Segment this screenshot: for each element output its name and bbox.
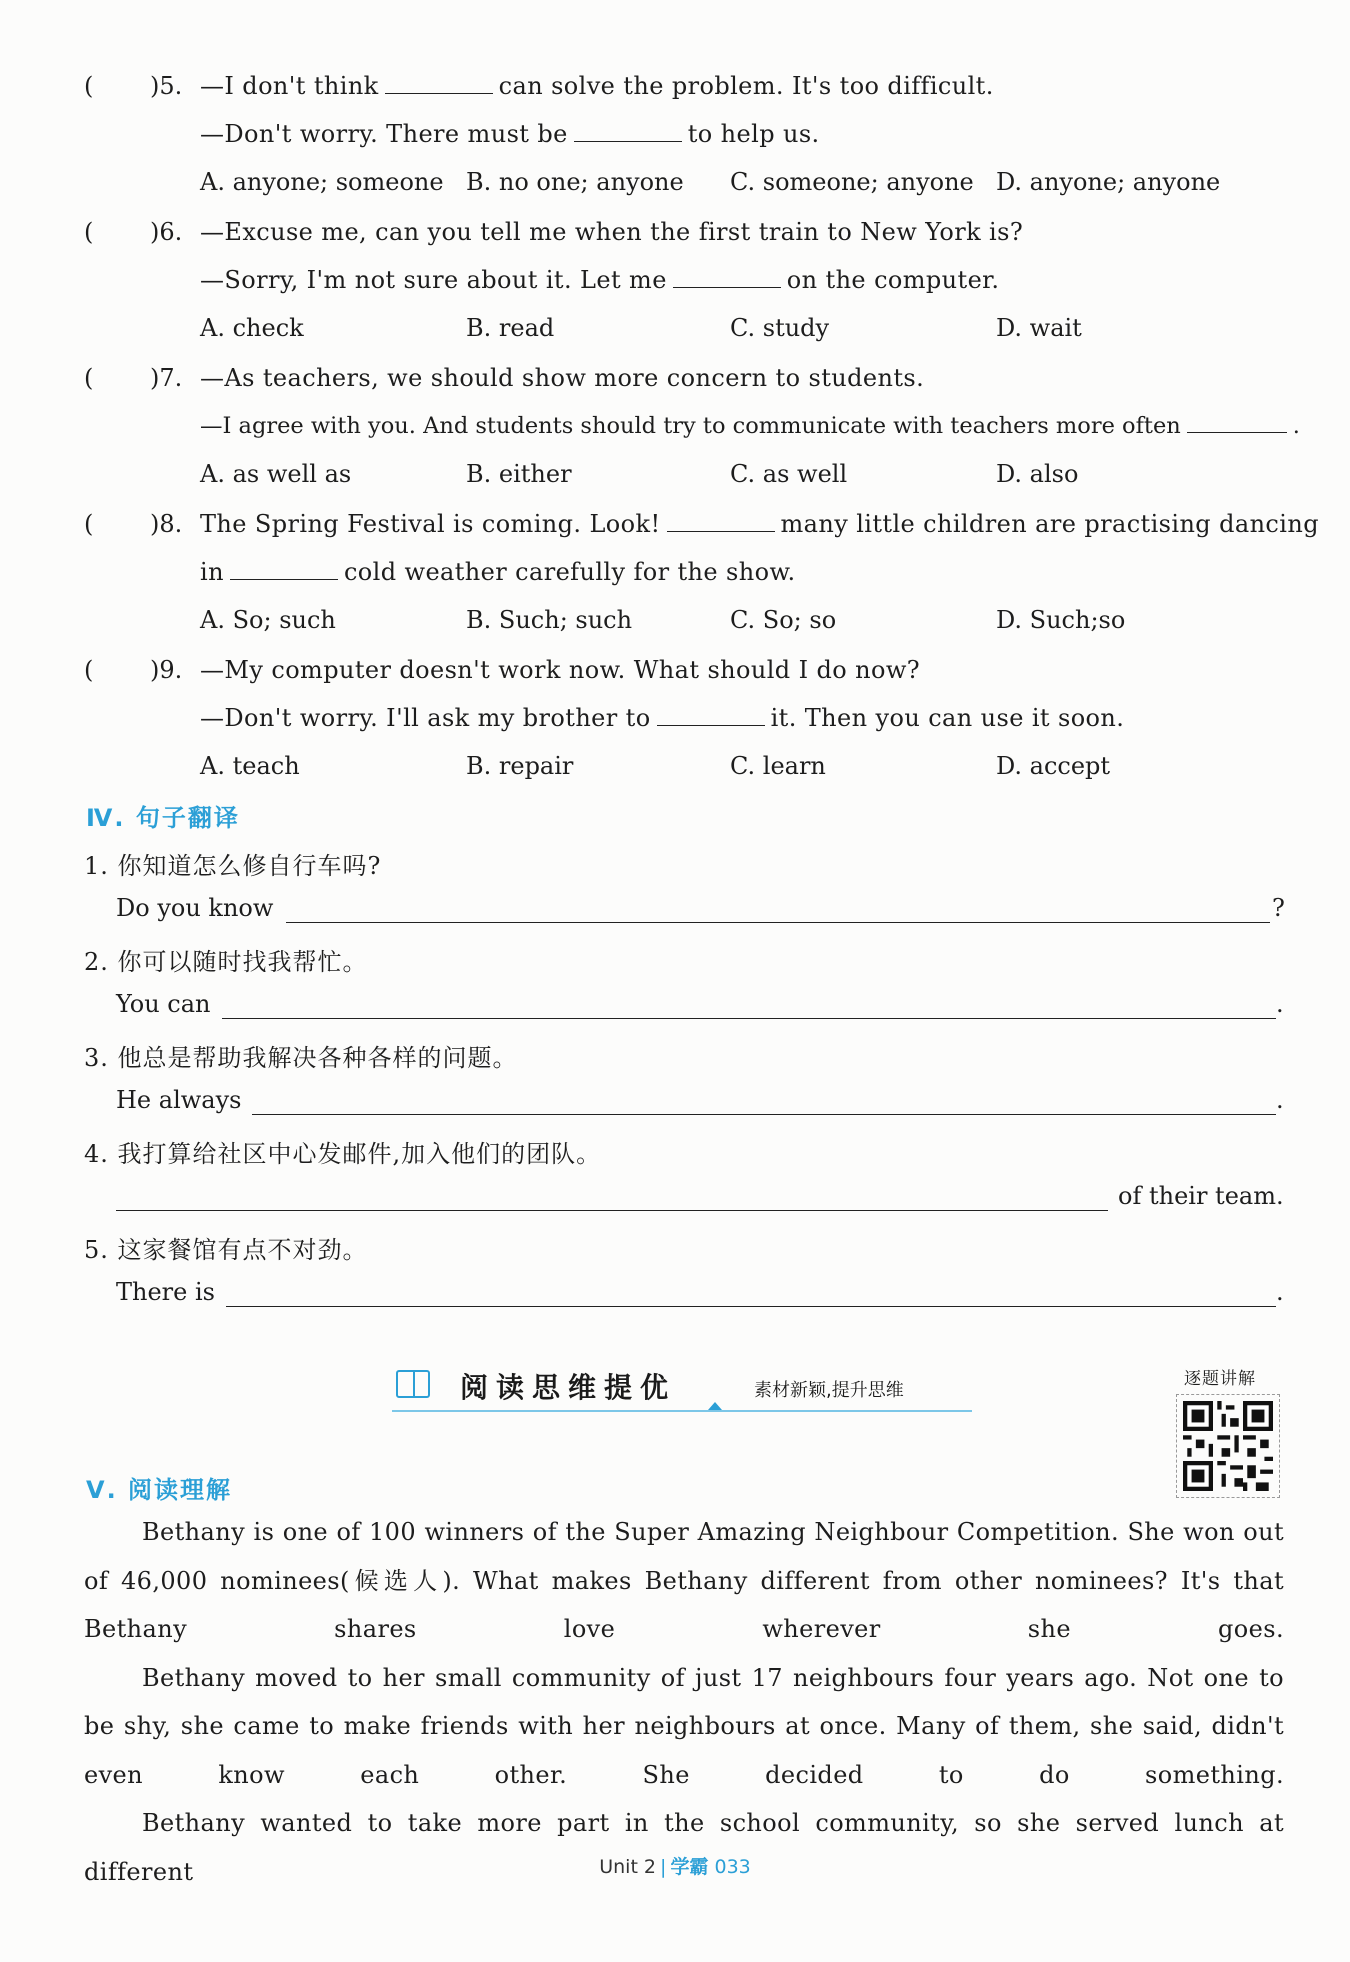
option-d[interactable]: D. accept	[996, 752, 1111, 780]
qr-label: 逐题讲解	[1184, 1369, 1256, 1389]
page-number: 033	[714, 1856, 751, 1878]
sentence-end: .	[1276, 990, 1284, 1018]
chinese-sentence: 4. 我打算给社区中心发邮件,加入他们的团队。	[84, 1140, 602, 1168]
footer-separator: |	[660, 1856, 667, 1878]
paragraph: Bethany moved to her small community of just 17 neighbours four years ago. Not one to be shy, she came to make friends with her neighbours at once. Many of them, she said, didn't even know each other. She decided to do something.	[84, 1663, 1284, 1789]
footer-unit: Unit 2	[599, 1856, 657, 1878]
option-a[interactable]: A. So; such	[200, 606, 336, 634]
option-d[interactable]: D. also	[996, 460, 1079, 488]
answer-blank[interactable]	[667, 509, 775, 532]
answer-paren[interactable]: (	[84, 510, 94, 538]
option-b[interactable]: B. repair	[466, 752, 574, 780]
question-line: —I don't think can solve the problem. It's too difficult.	[200, 72, 994, 100]
answer-blank[interactable]	[673, 265, 781, 288]
option-c[interactable]: C. as well	[730, 460, 848, 488]
option-d[interactable]: D. Such;so	[996, 606, 1126, 634]
option-b[interactable]: B. Such; such	[466, 606, 633, 634]
section-title-translation: Ⅳ. 句子翻译	[86, 804, 240, 832]
sentence-lead: Do you know	[116, 894, 274, 922]
sentence-end: .	[1276, 1086, 1284, 1114]
option-a[interactable]: A. teach	[200, 752, 300, 780]
sentence-lead: You can	[116, 990, 211, 1018]
option-c[interactable]: C. So; so	[730, 606, 837, 634]
question-number: )5.	[150, 72, 183, 100]
paragraph: Bethany wanted to take more part in the school community, so she served lunch at different	[84, 1809, 1284, 1886]
sentence-end: of their team.	[1118, 1182, 1284, 1210]
option-b[interactable]: B. no one; anyone	[466, 168, 684, 196]
question-line: —My computer doesn't work now. What should I do now?	[200, 656, 921, 684]
section-title-reading: Ⅴ. 阅读理解	[86, 1476, 233, 1504]
chinese-sentence: 5. 这家餐馆有点不对劲。	[84, 1236, 368, 1264]
question-line: —Don't worry. I'll ask my brother to it. Then you can use it soon.	[200, 704, 1125, 732]
answer-blank[interactable]	[230, 557, 338, 580]
question-line: in cold weather carefully for the show.	[200, 558, 796, 586]
qr-code-icon	[1183, 1401, 1273, 1491]
answer-line[interactable]	[226, 1306, 1276, 1307]
answer-blank[interactable]	[1187, 410, 1287, 433]
book-icon	[396, 1370, 430, 1398]
option-a[interactable]: A. as well as	[200, 460, 352, 488]
chinese-sentence: 2. 你可以随时找我帮忙。	[84, 948, 368, 976]
page-footer	[0, 1852, 1350, 1879]
question-number: )7.	[150, 364, 183, 392]
answer-paren[interactable]: (	[84, 72, 94, 100]
option-d[interactable]: D. wait	[996, 314, 1082, 342]
question-line: —Don't worry. There must be to help us.	[200, 120, 820, 148]
reading-passage	[84, 1508, 1284, 1896]
question-number: )9.	[150, 656, 183, 684]
answer-blank[interactable]	[385, 71, 493, 94]
footer-brand: 学霸	[670, 1856, 709, 1878]
qr-code[interactable]	[1176, 1394, 1280, 1498]
reading-banner	[392, 1364, 972, 1412]
option-a[interactable]: A. check	[200, 314, 304, 342]
question-line: —I agree with you. And students should try to communicate with teachers more often .	[200, 410, 1300, 442]
question-number: )6.	[150, 218, 183, 246]
option-a[interactable]: A. anyone; someone	[200, 168, 444, 196]
answer-line[interactable]	[286, 922, 1270, 923]
answer-paren[interactable]: (	[84, 364, 94, 392]
answer-line[interactable]	[222, 1018, 1276, 1019]
question-number: )8.	[150, 510, 183, 538]
answer-blank[interactable]	[657, 703, 765, 726]
answer-blank[interactable]	[574, 119, 682, 142]
question-line: —As teachers, we should show more concern to students.	[200, 364, 925, 392]
question-line: —Sorry, I'm not sure about it. Let me on the computer.	[200, 266, 1000, 294]
banner-subtitle: 素材新颖,提升思维	[754, 1380, 904, 1401]
option-c[interactable]: C. study	[730, 314, 830, 342]
paragraph: Bethany is one of 100 winners of the Super Amazing Neighbour Competition. She won out of 46,000 nominees(候选人). What makes Bethany different from other nominees? It's that Bethany shares love wherever she goes.	[84, 1518, 1284, 1643]
triangle-marker-icon	[708, 1402, 722, 1410]
sentence-lead: He always	[116, 1086, 242, 1114]
chinese-sentence: 1. 你知道怎么修自行车吗?	[84, 852, 382, 880]
chinese-sentence: 3. 他总是帮助我解决各种各样的问题。	[84, 1044, 518, 1072]
question-line: —Excuse me, can you tell me when the first train to New York is?	[200, 218, 1024, 246]
option-b[interactable]: B. either	[466, 460, 572, 488]
sentence-lead: There is	[116, 1278, 215, 1306]
option-d[interactable]: D. anyone; anyone	[996, 168, 1221, 196]
sentence-end: ?	[1272, 894, 1285, 922]
answer-line[interactable]	[116, 1210, 1108, 1211]
sentence-end: .	[1276, 1278, 1284, 1306]
question-line: The Spring Festival is coming. Look! many little children are practising dancing	[200, 510, 1319, 538]
banner-title: 阅读思维提优	[460, 1371, 677, 1404]
option-c[interactable]: C. someone; anyone	[730, 168, 974, 196]
answer-line[interactable]	[252, 1114, 1276, 1115]
answer-paren[interactable]: (	[84, 656, 94, 684]
option-c[interactable]: C. learn	[730, 752, 826, 780]
option-b[interactable]: B. read	[466, 314, 555, 342]
answer-paren[interactable]: (	[84, 218, 94, 246]
